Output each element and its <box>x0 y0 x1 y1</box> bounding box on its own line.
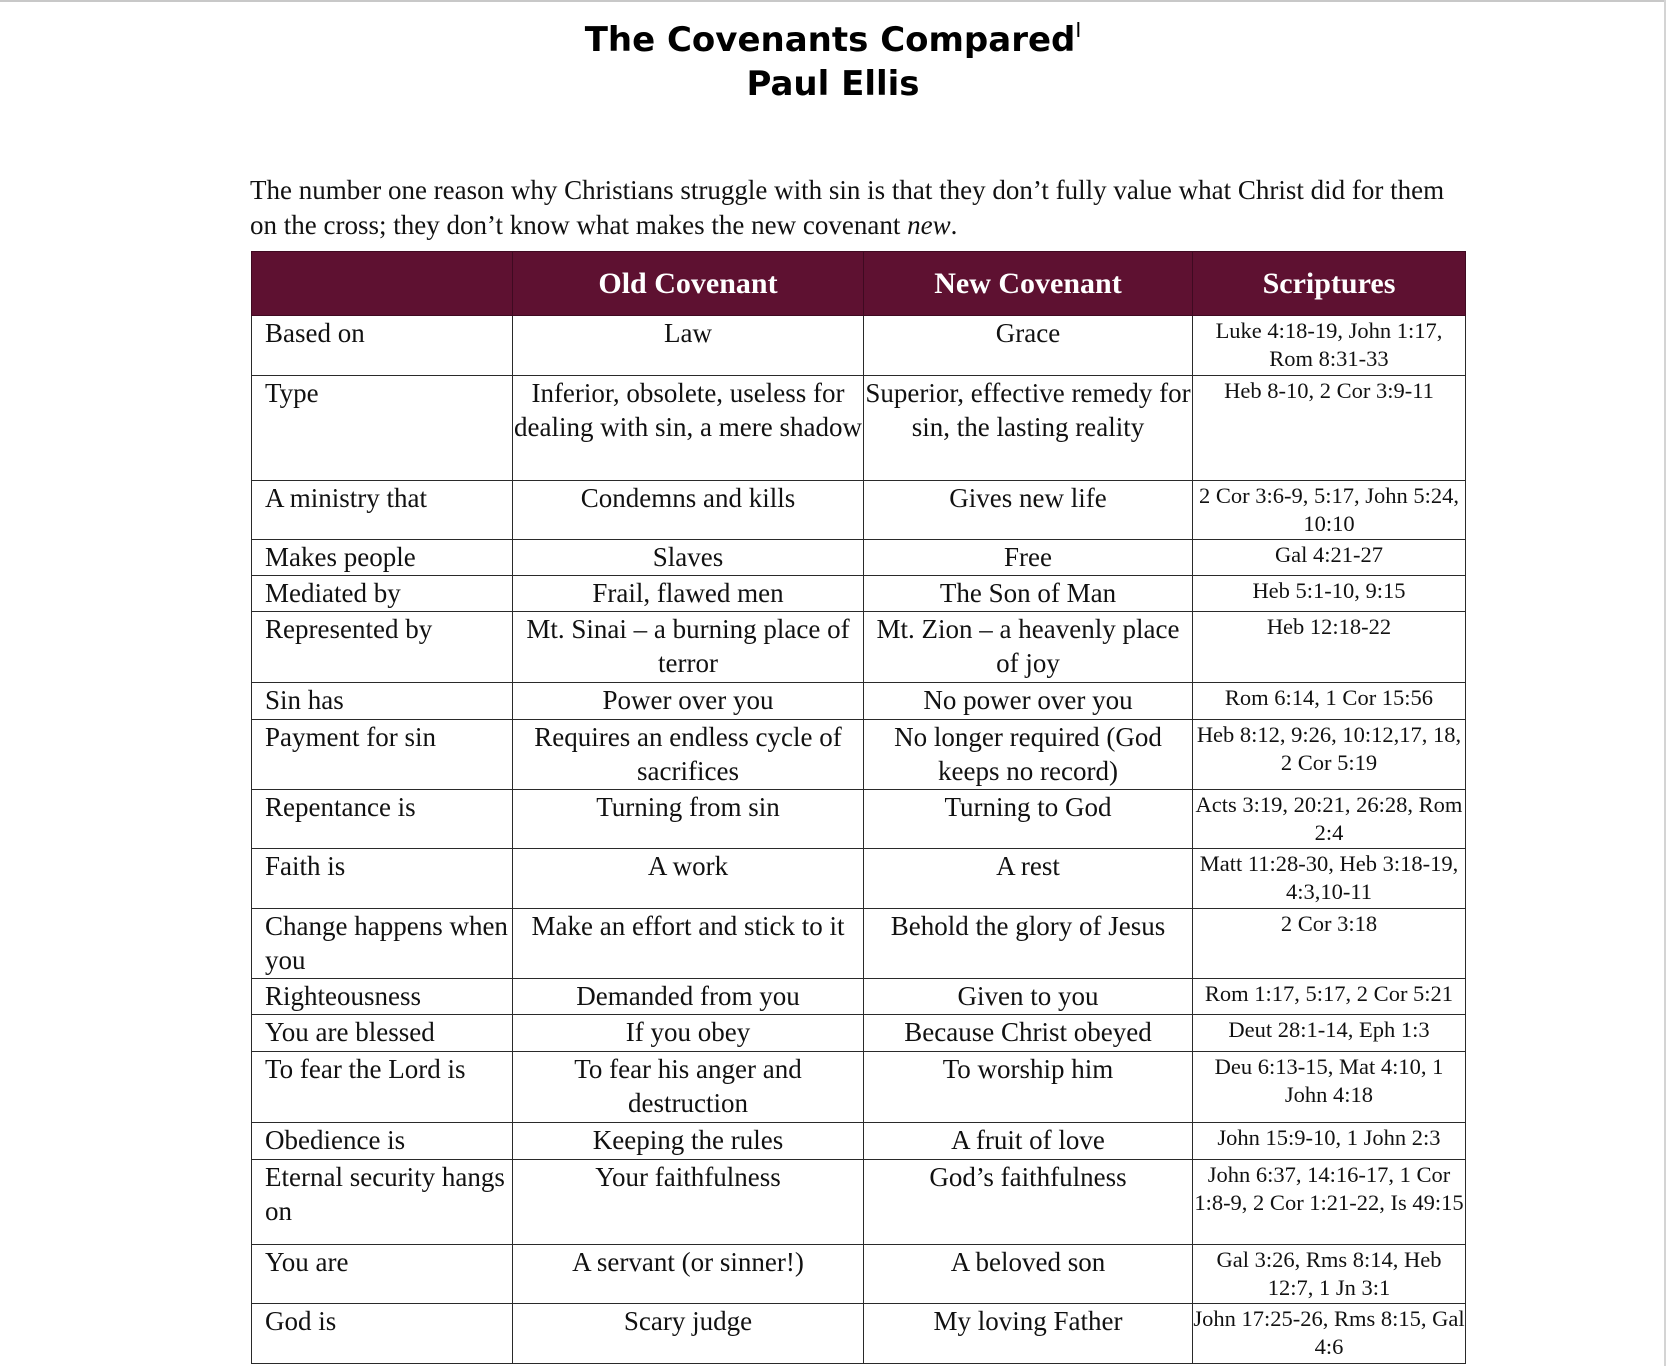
new-covenant-cell: Turning to God <box>864 790 1193 849</box>
table-row <box>252 849 1466 909</box>
header-empty <box>252 252 513 316</box>
old-covenant-cell: Demanded from you <box>513 979 864 1015</box>
table-row <box>252 1245 1466 1304</box>
intro-paragraph <box>250 173 1450 243</box>
old-covenant-cell: A servant (or sinner!) <box>513 1245 864 1304</box>
new-covenant-cell: Behold the glory of Jesus <box>864 909 1193 979</box>
table-header-row <box>252 252 1466 316</box>
new-covenant-cell: A rest <box>864 849 1193 909</box>
new-covenant-cell: A beloved son <box>864 1245 1193 1304</box>
old-covenant-cell: Mt. Sinai – a burning place of terror <box>513 612 864 683</box>
scripture-cell: Deu 6:13-15, Mat 4:10, 1 John 4:18 <box>1193 1052 1466 1123</box>
old-covenant-cell: Keeping the rules <box>513 1123 864 1160</box>
row-label: Based on <box>252 316 513 376</box>
row-label: To fear the Lord is <box>252 1052 513 1123</box>
old-covenant-cell: Condemns and kills <box>513 481 864 540</box>
row-label: Mediated by <box>252 576 513 612</box>
row-label: A ministry that <box>252 481 513 540</box>
row-label: You are <box>252 1245 513 1304</box>
table-body <box>252 316 1466 1364</box>
old-covenant-cell: Make an effort and stick to it <box>513 909 864 979</box>
table-row <box>252 720 1466 790</box>
scripture-cell: 2 Cor 3:18 <box>1193 909 1466 979</box>
old-covenant-cell: Slaves <box>513 540 864 576</box>
table-row <box>252 1160 1466 1245</box>
new-covenant-cell: The Son of Man <box>864 576 1193 612</box>
covenant-comparison-table <box>251 251 1466 1364</box>
table-row <box>252 612 1466 683</box>
row-label: Type <box>252 376 513 481</box>
table-row <box>252 576 1466 612</box>
table-row <box>252 909 1466 979</box>
scripture-cell: John 6:37, 14:16-17, 1 Cor 1:8-9, 2 Cor 1:21-22, Is 49:15 <box>1193 1160 1466 1245</box>
new-covenant-cell: Gives new life <box>864 481 1193 540</box>
scripture-cell: Rom 6:14, 1 Cor 15:56 <box>1193 683 1466 720</box>
old-covenant-cell: Scary judge <box>513 1304 864 1364</box>
old-covenant-cell: Frail, flawed men <box>513 576 864 612</box>
row-label: Sin has <box>252 683 513 720</box>
intro-emphasis: new <box>907 210 951 240</box>
row-label: Change happens when you <box>252 909 513 979</box>
old-covenant-cell: Requires an endless cycle of sacrifices <box>513 720 864 790</box>
new-covenant-cell: God’s faithfulness <box>864 1160 1193 1245</box>
header-old-covenant: Old Covenant <box>513 252 864 316</box>
scripture-cell: Matt 11:28-30, Heb 3:18-19, 4:3,10-11 <box>1193 849 1466 909</box>
page-title <box>0 18 1666 62</box>
scripture-cell: Heb 5:1-10, 9:15 <box>1193 576 1466 612</box>
table-row <box>252 790 1466 849</box>
row-label: God is <box>252 1304 513 1364</box>
table-row <box>252 1015 1466 1052</box>
scripture-cell: Deut 28:1-14, Eph 1:3 <box>1193 1015 1466 1052</box>
table-row <box>252 376 1466 481</box>
scripture-cell: Acts 3:19, 20:21, 26:28, Rom 2:4 <box>1193 790 1466 849</box>
new-covenant-cell: Free <box>864 540 1193 576</box>
new-covenant-cell: To worship him <box>864 1052 1193 1123</box>
page-top-border <box>0 0 1666 2</box>
new-covenant-cell: A fruit of love <box>864 1123 1193 1160</box>
table-row <box>252 1123 1466 1160</box>
old-covenant-cell: Turning from sin <box>513 790 864 849</box>
new-covenant-cell: No power over you <box>864 683 1193 720</box>
intro-end: . <box>950 210 958 240</box>
row-label: Faith is <box>252 849 513 909</box>
title-block <box>0 18 1666 106</box>
scripture-cell: Heb 8-10, 2 Cor 3:9-11 <box>1193 376 1466 481</box>
scripture-cell: Luke 4:18-19, John 1:17, Rom 8:31-33 <box>1193 316 1466 376</box>
row-label: Righteousness <box>252 979 513 1015</box>
new-covenant-cell: Grace <box>864 316 1193 376</box>
old-covenant-cell: Power over you <box>513 683 864 720</box>
row-label: Makes people <box>252 540 513 576</box>
scripture-cell: John 15:9-10, 1 John 2:3 <box>1193 1123 1466 1160</box>
new-covenant-cell: My loving Father <box>864 1304 1193 1364</box>
new-covenant-cell: No longer required (God keeps no record) <box>864 720 1193 790</box>
scripture-cell: John 17:25-26, Rms 8:15, Gal 4:6 <box>1193 1304 1466 1364</box>
scripture-cell: Heb 8:12, 9:26, 10:12,17, 18, 2 Cor 5:19 <box>1193 720 1466 790</box>
new-covenant-cell: Mt. Zion – a heavenly place of joy <box>864 612 1193 683</box>
scripture-cell: Rom 1:17, 5:17, 2 Cor 5:21 <box>1193 979 1466 1015</box>
title-text: The Covenants Compared <box>584 20 1076 60</box>
table-row <box>252 683 1466 720</box>
row-label: Obedience is <box>252 1123 513 1160</box>
table-row <box>252 1304 1466 1364</box>
table-row <box>252 979 1466 1015</box>
table-row <box>252 316 1466 376</box>
table-row <box>252 540 1466 576</box>
row-label: Repentance is <box>252 790 513 849</box>
new-covenant-cell: Superior, effective remedy for sin, the lasting reality <box>864 376 1193 481</box>
table-row <box>252 481 1466 540</box>
new-covenant-cell: Given to you <box>864 979 1193 1015</box>
header-scriptures: Scriptures <box>1193 252 1466 316</box>
new-covenant-cell: Because Christ obeyed <box>864 1015 1193 1052</box>
old-covenant-cell: If you obey <box>513 1015 864 1052</box>
title-footnote-marker: I <box>1075 18 1082 42</box>
row-label: You are blessed <box>252 1015 513 1052</box>
scripture-cell: 2 Cor 3:6-9, 5:17, John 5:24, 10:10 <box>1193 481 1466 540</box>
row-label: Payment for sin <box>252 720 513 790</box>
scripture-cell: Gal 4:21-27 <box>1193 540 1466 576</box>
old-covenant-cell: Law <box>513 316 864 376</box>
header-new-covenant: New Covenant <box>864 252 1193 316</box>
old-covenant-cell: Your faithfulness <box>513 1160 864 1245</box>
row-label: Eternal security hangs on <box>252 1160 513 1245</box>
old-covenant-cell: To fear his anger and destruction <box>513 1052 864 1123</box>
table-row <box>252 1052 1466 1123</box>
intro-text: The number one reason why Christians struggle with sin is that they don’t fully value what Christ did for them on the cross; they don’t know what makes the new covenant <box>250 175 1445 240</box>
author-name: Paul Ellis <box>746 64 920 104</box>
scripture-cell: Gal 3:26, Rms 8:14, Heb 12:7, 1 Jn 3:1 <box>1193 1245 1466 1304</box>
old-covenant-cell: A work <box>513 849 864 909</box>
scripture-cell: Heb 12:18-22 <box>1193 612 1466 683</box>
row-label: Represented by <box>252 612 513 683</box>
old-covenant-cell: Inferior, obsolete, useless for dealing with sin, a mere shadow <box>513 376 864 481</box>
